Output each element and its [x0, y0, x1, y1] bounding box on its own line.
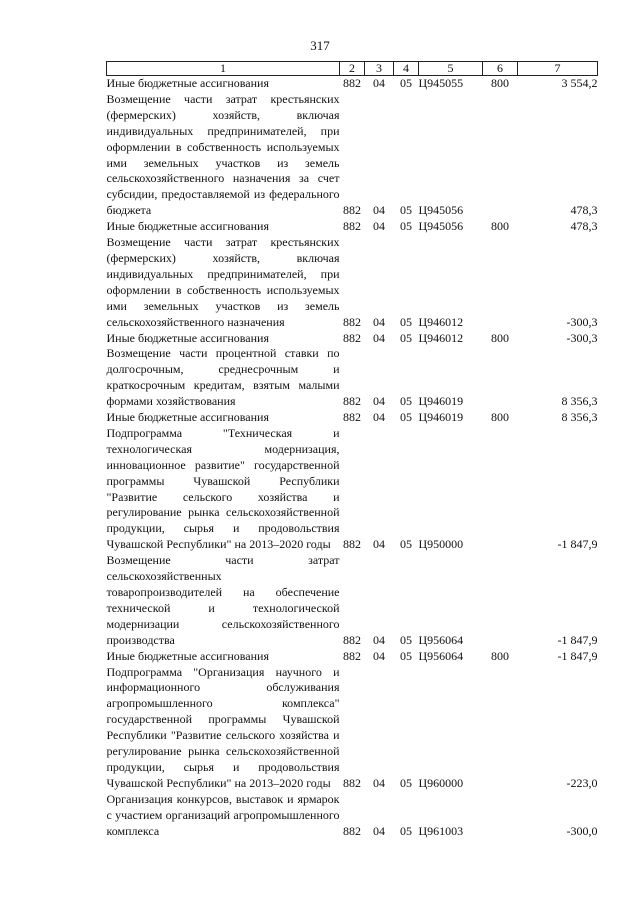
row-subsection: 05: [400, 394, 412, 409]
row-name: Иные бюджетные ассигнования: [106, 410, 269, 425]
row-subsection: 05: [400, 823, 412, 838]
row-section: 04: [373, 203, 385, 218]
row-expense-type: 800: [491, 219, 509, 234]
row-expense-type: [483, 553, 518, 648]
row-name: Организация конкурсов, выставок и ярмарок с участием организаций агропромышленного комплекса: [106, 791, 340, 838]
row-amount: -300,0: [566, 823, 598, 838]
table-header-row: [107, 62, 598, 76]
row-section: 04: [373, 632, 385, 647]
row-expense-type: [483, 426, 518, 553]
header-col-4: 4: [394, 62, 419, 76]
row-subsection: 05: [400, 410, 412, 425]
header-col-2: 2: [340, 62, 365, 76]
row-target-article: Ц945056: [418, 203, 464, 218]
row-ministry-code: 882: [343, 410, 361, 425]
row-section: 04: [373, 648, 385, 663]
row-name: Возмещение части затрат крестьянских (фермерских) хозяйств, включая индивидуальных предпринимателей, при оформлении в собственность используемых ими земельных участков из земель сельскохозяйственного назначения: [106, 235, 340, 329]
row-amount: 8 356,3: [561, 410, 598, 425]
row-ministry-code: 882: [343, 203, 361, 218]
row-section: 04: [373, 76, 385, 90]
page-number: 317: [310, 38, 330, 53]
row-section: 04: [373, 823, 385, 838]
row-name: Иные бюджетные ассигнования: [106, 219, 269, 234]
row-ministry-code: 882: [343, 823, 361, 838]
row-amount: -1 847,9: [557, 537, 598, 552]
row-subsection: 05: [400, 330, 412, 345]
row-expense-type: 800: [491, 410, 509, 425]
row-target-article: Ц960000: [418, 775, 464, 790]
table-row: [107, 331, 598, 347]
row-name: Подпрограмма "Техническая и технологическая модернизация, инновационное развитие" государственной программы Чувашской Республики "Развитие сельского хозяйства и регулирование рынка сельскохозяйственной продукции, сырья и продовольствия Чувашской Республики" на 2013–2020 годы: [106, 425, 340, 552]
row-expense-type: [483, 235, 518, 330]
row-amount: 478,3: [570, 219, 598, 234]
row-name: Иные бюджетные ассигнования: [106, 76, 269, 90]
row-name: Возмещение части затрат крестьянских (фермерских) хозяйств, включая индивидуальных предпринимателей, при оформлении в собственность используемых ими земельных участков из земель сельскохозяйственного назначения за счет субсидии, предоставляемой из федерального бюджета: [106, 91, 340, 218]
row-ministry-code: 882: [343, 76, 361, 90]
row-subsection: 05: [400, 775, 412, 790]
row-target-article: Ц946012: [418, 330, 464, 345]
row-expense-type: [483, 792, 518, 840]
row-section: 04: [373, 219, 385, 234]
row-amount: -223,0: [566, 775, 598, 790]
row-expense-type: 800: [491, 76, 509, 90]
row-target-article: Ц945055: [418, 76, 464, 90]
table-row: [107, 792, 598, 840]
row-subsection: 05: [400, 537, 412, 552]
row-section: 04: [373, 330, 385, 345]
header-col-6: 6: [483, 62, 518, 76]
table-row: [107, 410, 598, 426]
row-subsection: 05: [400, 314, 412, 329]
row-name: Иные бюджетные ассигнования: [106, 648, 269, 663]
row-expense-type: 800: [491, 330, 509, 345]
row-expense-type: [483, 92, 518, 219]
table-row: [107, 346, 598, 410]
row-ministry-code: 882: [343, 314, 361, 329]
row-ministry-code: 882: [343, 648, 361, 663]
header-col-1: 1: [107, 62, 340, 76]
row-expense-type: [483, 346, 518, 410]
row-subsection: 05: [400, 219, 412, 234]
row-target-article: Ц956064: [418, 632, 464, 647]
table-row: [107, 92, 598, 219]
row-target-article: Ц950000: [418, 537, 464, 552]
row-amount: -1 847,9: [557, 648, 598, 663]
row-target-article: Ц946012: [418, 314, 464, 329]
table-row: [107, 649, 598, 665]
row-section: 04: [373, 314, 385, 329]
row-ministry-code: 882: [343, 775, 361, 790]
header-col-5: 5: [419, 62, 483, 76]
row-amount: 3 554,2: [561, 76, 598, 90]
row-ministry-code: 882: [343, 219, 361, 234]
row-target-article: Ц946019: [418, 394, 464, 409]
table-row: [107, 76, 598, 92]
row-amount: -1 847,9: [557, 632, 598, 647]
row-name: Подпрограмма "Организация научного и информационного обслуживания агропромышленного комплекса" государственной программы Чувашской Республики "Развитие сельского хозяйства и регулирование рынка сельскохозяйственной продукции, сырья и продовольствия Чувашской Республики" на 2013–2020 годы: [106, 664, 340, 790]
row-section: 04: [373, 537, 385, 552]
table-row: [107, 219, 598, 235]
row-target-article: Ц961003: [418, 823, 464, 838]
row-ministry-code: 882: [343, 537, 361, 552]
table-row: [107, 553, 598, 648]
row-target-article: Ц946019: [418, 410, 464, 425]
row-section: 04: [373, 410, 385, 425]
row-section: 04: [373, 775, 385, 790]
row-name: Иные бюджетные ассигнования: [106, 330, 269, 345]
row-section: 04: [373, 394, 385, 409]
row-expense-type: 800: [491, 648, 509, 663]
row-subsection: 05: [400, 76, 412, 90]
row-name: Возмещение части затрат сельскохозяйственных товаропроизводителей на обеспечение технической и технологической модернизации сельскохозяйственного производства: [106, 553, 340, 647]
table-row: [107, 665, 598, 792]
row-expense-type: [483, 665, 518, 792]
row-subsection: 05: [400, 632, 412, 647]
row-amount: 8 356,3: [561, 394, 598, 409]
row-amount: 478,3: [570, 203, 598, 218]
row-ministry-code: 882: [343, 632, 361, 647]
budget-table: [106, 61, 598, 840]
header-col-7: 7: [518, 62, 598, 76]
row-subsection: 05: [400, 648, 412, 663]
row-subsection: 05: [400, 203, 412, 218]
row-ministry-code: 882: [343, 394, 361, 409]
row-ministry-code: 882: [343, 330, 361, 345]
row-amount: -300,3: [566, 314, 598, 329]
table-row: [107, 235, 598, 330]
table-row: [107, 426, 598, 553]
header-col-3: 3: [365, 62, 394, 76]
row-amount: -300,3: [566, 330, 598, 345]
row-target-article: Ц945056: [418, 219, 464, 234]
row-target-article: Ц956064: [418, 648, 464, 663]
row-name: Возмещение части процентной ставки по долгосрочным, среднесрочным и краткосрочным кредитам, взятым малыми формами хозяйствования: [106, 346, 340, 409]
